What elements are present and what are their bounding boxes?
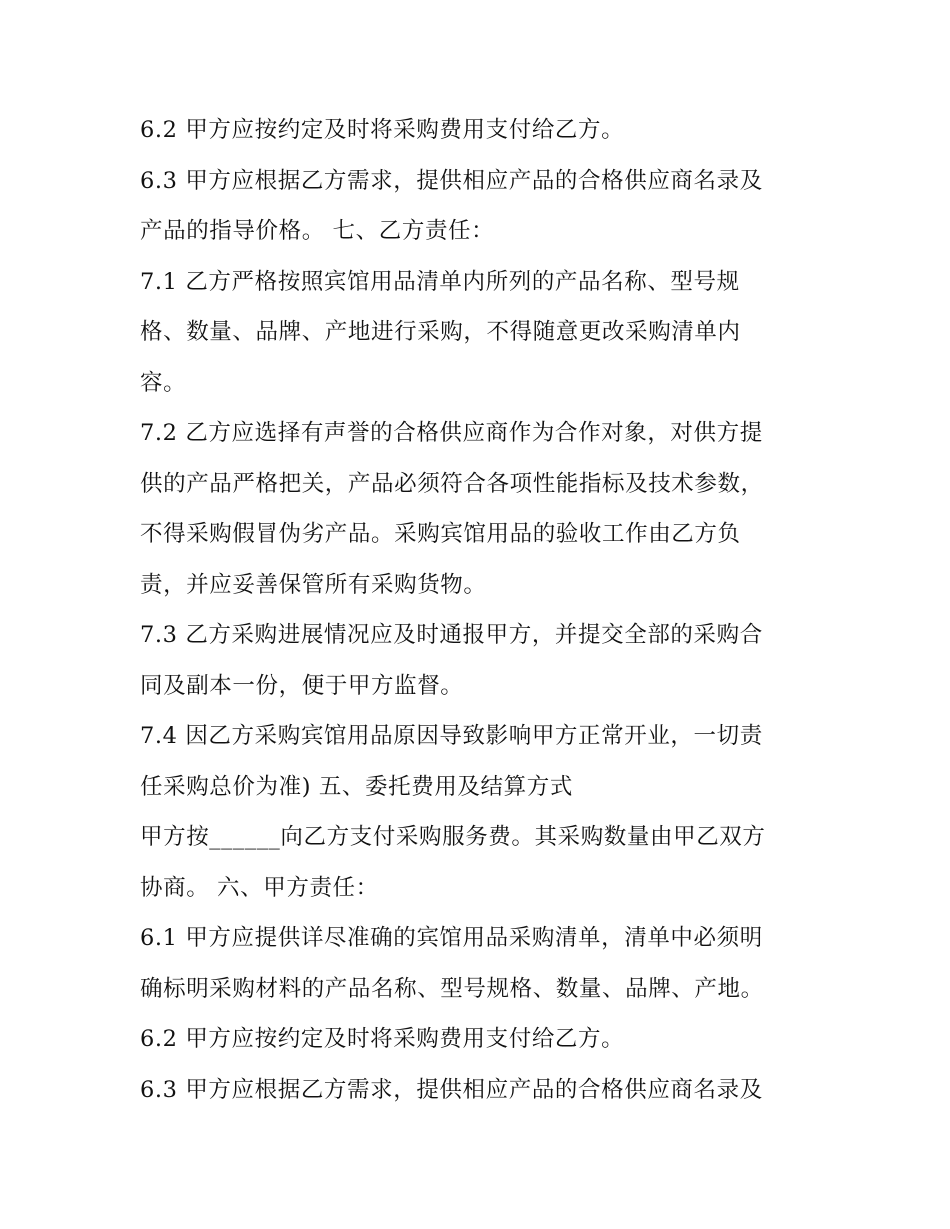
text-line: 格、数量、品牌、产地进行采购，不得随意更改采购清单内 <box>140 319 741 345</box>
text-line: 容。 <box>140 370 187 396</box>
text-line: 6.3 甲方应根据乙方需求，提供相应产品的合格供应商名录及 <box>140 1077 763 1103</box>
text-line: 同及副本一份，便于甲方监督。 <box>140 673 464 699</box>
text-line: 7.3 乙方采购进展情况应及时通报甲方，并提交全部的采购合 <box>140 622 763 648</box>
text-line: 任采购总价为准) 五、委托费用及结算方式 <box>140 774 573 800</box>
text-line: 确标明采购材料的产品名称、型号规格、数量、品牌、产地。 <box>140 976 764 1002</box>
text-line: 7.1 乙方严格按照宾馆用品清单内所列的产品名称、型号规 <box>140 269 740 295</box>
text-line: 协商。 六、甲方责任： <box>140 875 379 901</box>
text-line: 产品的指导价格。 七、乙方责任： <box>140 218 495 244</box>
text-line: 供的产品严格把关，产品必须符合各项性能指标及技术参数， <box>140 471 764 497</box>
text-line: 甲方按______向乙方支付采购服务费。其采购数量由甲乙双方 <box>140 824 766 850</box>
text-line: 7.2 乙方应选择有声誉的合格供应商作为合作对象，对供方提 <box>140 420 763 446</box>
text-line: 7.4 因乙方采购宾馆用品原因导致影响甲方正常开业，一切责 <box>140 723 763 749</box>
text-line: 责，并应妥善保管所有采购货物。 <box>140 572 487 598</box>
text-line: 6.2 甲方应按约定及时将采购费用支付给乙方。 <box>140 1026 625 1052</box>
text-line: 6.2 甲方应按约定及时将采购费用支付给乙方。 <box>140 117 625 143</box>
text-line: 不得采购假冒伪劣产品。采购宾馆用品的验收工作由乙方负 <box>140 521 741 547</box>
text-line: 6.1 甲方应提供详尽准确的宾馆用品采购清单，清单中必须明 <box>140 925 763 951</box>
text-line: 6.3 甲方应根据乙方需求，提供相应产品的合格供应商名录及 <box>140 168 763 194</box>
